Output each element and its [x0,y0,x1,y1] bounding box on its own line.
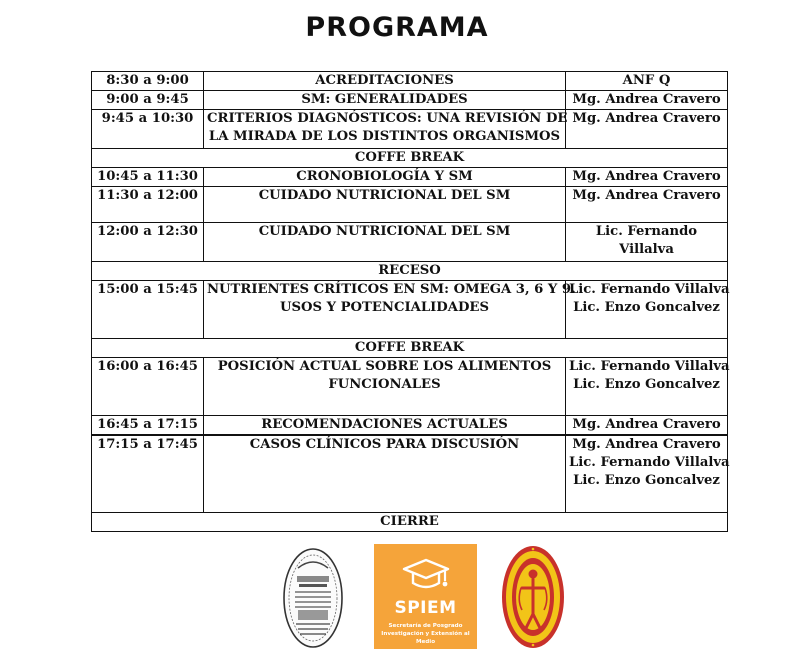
recess-row [92,262,728,281]
table-row [92,168,728,187]
speaker-cell: Mg. Andrea Cravero [566,187,728,223]
spiem-subtitle-line: Secretaría de Posgrado [388,623,463,629]
time-cell: 17:15 a 17:45 [92,435,204,512]
time-cell: 10:45 a 11:30 [92,168,204,187]
table-row [92,281,728,339]
page-title: PROGRAMA [305,12,489,43]
coffee-break-label: COFFE BREAK [92,149,728,168]
topic-cell [204,358,566,416]
topic-cell [204,281,576,339]
speaker-line: Lic. Enzo Goncalvez [573,377,720,392]
speaker-line: Lic. Fernando Villalva [569,455,730,470]
table-row [92,223,728,262]
speaker-line: Lic. Enzo Goncalvez [573,473,720,488]
topic-cell [204,110,566,149]
table-row [92,416,728,436]
speaker-cell: Mg. Andrea Cravero [566,91,728,110]
spiem-name: SPIEM [394,598,457,618]
table-row [92,110,728,149]
table-row [92,91,728,110]
table-row [92,187,728,223]
topic-cell: CASOS CLÍNICOS PARA DISCUSIÓN [204,435,566,512]
topic-line: NUTRIENTES CRÍTICOS EN SM: OMEGA 3, 6 Y 9. [207,282,576,297]
speaker-cell: Mg. Andrea Cravero [566,110,728,149]
topic-cell: ACREDITACIONES [204,72,566,91]
speaker-line: Lic. Fernando Villalva [569,359,730,374]
topic-line: LA MIRADA DE LOS DISTINTOS ORGANISMOS [208,129,561,144]
table-row [92,435,728,512]
topic-cell: SM: GENERALIDADES [204,91,566,110]
university-seal-logo [281,546,345,650]
break-row [92,339,728,358]
time-cell: 8:30 a 9:00 [92,72,204,91]
speaker-cell [566,281,728,339]
time-cell: 9:45 a 10:30 [92,110,204,149]
speaker-cell: Lic. Fernando Villalva [566,223,728,262]
closing-label: CIERRE [92,512,728,531]
topic-cell: RECOMENDACIONES ACTUALES [204,416,566,436]
graduation-cap-icon [401,556,451,596]
speaker-line: Mg. Andrea Cravero [572,437,721,452]
topic-cell: CRONOBIOLOGÍA Y SM [204,168,566,187]
speaker-cell [566,358,728,416]
time-cell: 15:00 a 15:45 [92,281,204,339]
table-row [92,72,728,91]
closing-row [92,512,728,531]
time-cell: 9:00 a 9:45 [92,91,204,110]
topic-cell: CUIDADO NUTRICIONAL DEL SM [204,187,566,223]
time-cell: 12:00 a 12:30 [92,223,204,262]
coffee-break-label: COFFE BREAK [92,339,728,358]
topic-cell: CUIDADO NUTRICIONAL DEL SM [204,223,566,262]
speaker-cell: Mg. Andrea Cravero [566,168,728,187]
speaker-cell: ANF Q [566,72,728,91]
spiem-subtitle [374,622,477,646]
logo-strip [0,544,794,650]
break-row [92,149,728,168]
speaker-line: Lic. Fernando Villalva [569,282,730,297]
faculty-seal-logo [500,544,566,650]
spiem-subtitle-line: Investigación y Extensión al Medio [381,631,470,645]
speaker-line: Lic. Enzo Goncalvez [573,300,720,315]
schedule-table [91,71,728,532]
recess-label: RECESO [92,262,728,281]
topic-line: POSICIÓN ACTUAL SOBRE LOS ALIMENTOS [217,359,552,374]
time-cell: 16:45 a 17:15 [92,416,204,436]
topic-line: CRITERIOS DIAGNÓSTICOS: UNA REVISIÓN DE [207,111,568,126]
spiem-logo [374,544,477,649]
time-cell: 16:00 a 16:45 [92,358,204,416]
topic-line: FUNCIONALES [328,377,441,392]
table-row [92,358,728,416]
speaker-cell [566,435,728,512]
time-cell: 11:30 a 12:00 [92,187,204,223]
speaker-cell: Mg. Andrea Cravero [566,416,728,436]
topic-line: USOS Y POTENCIALIDADES [280,300,489,315]
